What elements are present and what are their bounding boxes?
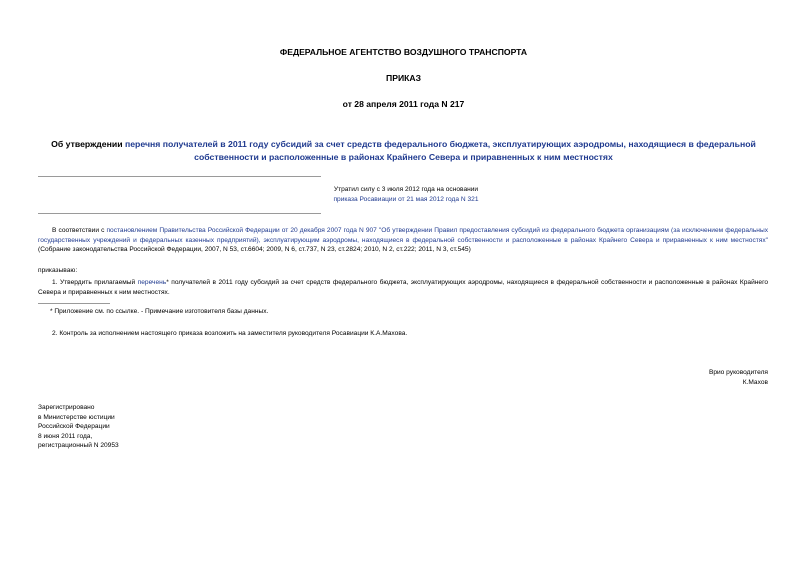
status-note (321, 185, 491, 204)
status-note-line1: Утратил силу с 3 июля 2012 года на основании (333, 186, 479, 193)
registration-line: 8 июня 2011 года, (38, 432, 93, 440)
preamble-prefix: В соответствии с (52, 227, 107, 234)
footnote-divider (38, 303, 110, 304)
preamble-link[interactable]: постановлением Правительства Российской Федерации от 20 декабря 2007 года N 907 "Об утверждении Правил предоставления субсидий из федерального бюджета организациям (за исключением федеральных государственных учреждений и федеральных казенных предприятий), эксплуатирующим аэродромы, находящиеся в федеральной собственности и расположенные в районах Крайнего Севера и приравненных к ним местностях" (38, 227, 768, 244)
divider-bottom (38, 213, 321, 214)
divider-top (38, 176, 321, 177)
signature-block (600, 368, 768, 387)
item-1-prefix: 1. Утвердить прилагаемый (52, 279, 138, 286)
title-prefix: Об утверждении (51, 139, 125, 149)
signature-name: К.Махов (742, 378, 768, 386)
title-link[interactable]: перечня получателей в 2011 году субсидий за счет средств федерального бюджета, эксплуатирующих аэродромы, находящиеся в федеральной собственности и расположенные в районах Крайнего Севера и приравненных к ним местностях (124, 139, 756, 162)
registration-line: регистрационный N 20953 (38, 442, 119, 450)
registration-block (38, 403, 119, 451)
item-1-link[interactable]: перечень (137, 279, 167, 286)
item-1-paragraph (38, 278, 768, 297)
registration-line: в Министерстве юстиции (38, 413, 115, 421)
preamble-suffix: (Собрание законодательства Российской Федерации, 2007, N 53, ст.6604; 2009, N 6, ст.737, N 23, ст.2824; 2010, N 2, ст.222; 2011, N 3, ст.545) (38, 246, 471, 254)
agency-heading: ФЕДЕРАЛЬНОЕ АГЕНТСТВО ВОЗДУШНОГО ТРАНСПОРТА (279, 47, 528, 57)
document-title (30, 138, 777, 163)
registration-line: Зарегистрировано (38, 404, 95, 411)
order-word: приказываю: (38, 267, 78, 274)
signature-role: Врио руководителя (708, 369, 768, 376)
registration-line: Российской Федерации (38, 423, 110, 431)
document-date: от 28 апреля 2011 года N 217 (342, 99, 465, 109)
item-2-paragraph: 2. Контроль за исполнением настоящего приказа возложить на заместителя руководителя Росавиации К.А.Махова. (52, 330, 408, 337)
status-note-link[interactable]: приказа Росавиации от 21 мая 2012 года N 321 (333, 195, 479, 203)
footnote: * Приложение см. по ссылке. - Примечание изготовителя базы данных. (50, 308, 269, 315)
item-1-text: * получателей в 2011 году субсидий за счет средств федерального бюджета, эксплуатирующих аэродромы, находящиеся в федеральной собственности и расположенные в районах Крайнего Севера и приравненных к ним местностях. (38, 279, 768, 296)
document-type: ПРИКАЗ (386, 73, 421, 83)
preamble-paragraph (38, 226, 768, 255)
